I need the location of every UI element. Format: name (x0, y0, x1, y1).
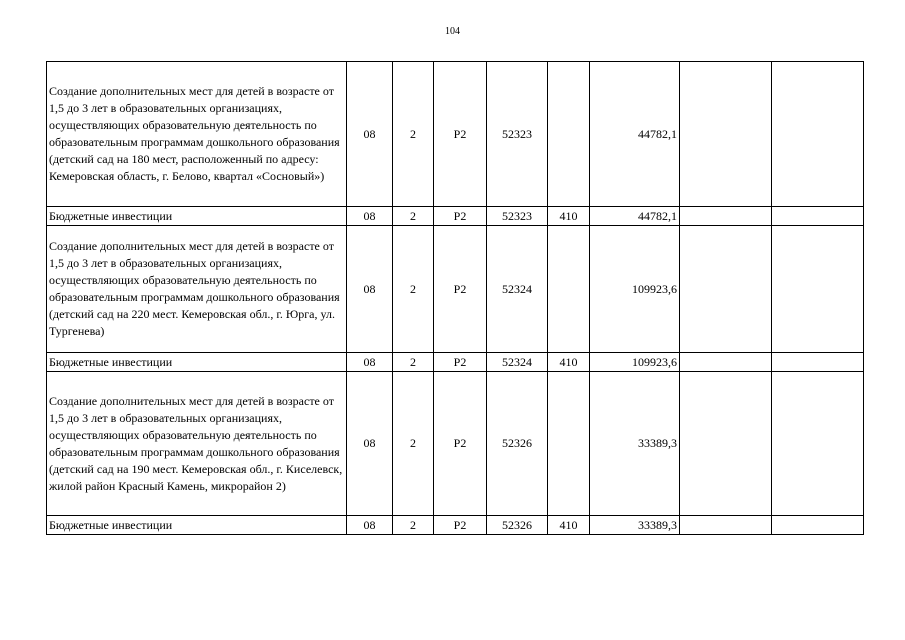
table-row (47, 372, 864, 516)
item-cell: 52326 (487, 516, 548, 535)
expense-type-cell (548, 226, 590, 353)
program-cell: Р2 (434, 226, 487, 353)
amount-cell: 109923,6 (590, 226, 680, 353)
item-cell: 52326 (487, 372, 548, 516)
expense-type-cell (548, 62, 590, 207)
row-name: Бюджетные инвестиции (47, 516, 347, 535)
row-name: Бюджетные инвестиции (47, 353, 347, 372)
amount-cell: 33389,3 (590, 516, 680, 535)
section-cell: 08 (347, 207, 393, 226)
subsection-cell: 2 (393, 516, 434, 535)
empty-cell (680, 62, 772, 207)
subsection-cell: 2 (393, 226, 434, 353)
item-cell: 52324 (487, 226, 548, 353)
subsection-cell: 2 (393, 353, 434, 372)
expense-type-cell (548, 372, 590, 516)
empty-cell (680, 372, 772, 516)
page-number: 104 (445, 26, 460, 37)
item-cell: 52323 (487, 62, 548, 207)
item-cell: 52324 (487, 353, 548, 372)
budget-table (46, 61, 864, 535)
subsection-cell: 2 (393, 372, 434, 516)
expense-type-cell: 410 (548, 516, 590, 535)
empty-cell (772, 372, 864, 516)
section-cell: 08 (347, 372, 393, 516)
table-row (47, 207, 864, 226)
empty-cell (772, 62, 864, 207)
empty-cell (772, 516, 864, 535)
row-name: Создание дополнительных мест для детей в возрасте от 1,5 до 3 лет в образовательных организациях, осуществляющих образовательную деятельность по образовательным программам дошкольного образования (детский сад на 190 мест. Кемеровская обл., г. Киселевск, жилой район Красный Камень, микрорайон 2) (47, 372, 347, 516)
section-cell: 08 (347, 62, 393, 207)
table-row (47, 516, 864, 535)
program-cell: Р2 (434, 207, 487, 226)
empty-cell (680, 226, 772, 353)
program-cell: Р2 (434, 62, 487, 207)
empty-cell (772, 226, 864, 353)
amount-cell: 44782,1 (590, 62, 680, 207)
amount-cell: 109923,6 (590, 353, 680, 372)
row-name: Создание дополнительных мест для детей в возрасте от 1,5 до 3 лет в образовательных организациях, осуществляющих образовательную деятельность по образовательным программам дошкольного образования (детский сад на 220 мест. Кемеровская обл., г. Юрга, ул. Тургенева) (47, 226, 347, 353)
amount-cell: 33389,3 (590, 372, 680, 516)
empty-cell (680, 353, 772, 372)
row-name: Бюджетные инвестиции (47, 207, 347, 226)
expense-type-cell: 410 (548, 353, 590, 372)
section-cell: 08 (347, 353, 393, 372)
table-row (47, 353, 864, 372)
expense-type-cell: 410 (548, 207, 590, 226)
table-row (47, 62, 864, 207)
section-cell: 08 (347, 226, 393, 353)
program-cell: Р2 (434, 516, 487, 535)
empty-cell (680, 207, 772, 226)
empty-cell (772, 207, 864, 226)
section-cell: 08 (347, 516, 393, 535)
empty-cell (680, 516, 772, 535)
item-cell: 52323 (487, 207, 548, 226)
subsection-cell: 2 (393, 62, 434, 207)
amount-cell: 44782,1 (590, 207, 680, 226)
empty-cell (772, 353, 864, 372)
table-row (47, 226, 864, 353)
program-cell: Р2 (434, 372, 487, 516)
subsection-cell: 2 (393, 207, 434, 226)
program-cell: Р2 (434, 353, 487, 372)
row-name: Создание дополнительных мест для детей в возрасте от 1,5 до 3 лет в образовательных организациях, осуществляющих образовательную деятельность по образовательным программам дошкольного образования (детский сад на 180 мест, расположенный по адресу: Кемеровская область, г. Белово, квартал «Сосновый») (47, 62, 347, 207)
